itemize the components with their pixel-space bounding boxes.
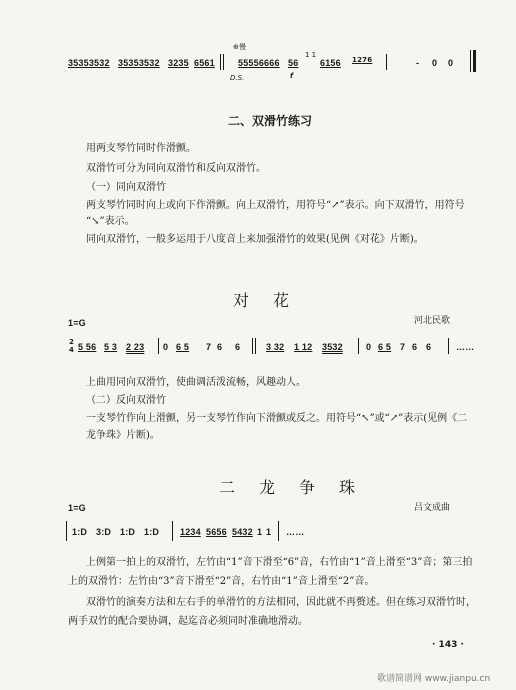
score-group: 5432 (232, 527, 253, 537)
barline (255, 338, 256, 354)
score-group: 1276 (352, 56, 373, 64)
item-label: （二）反向双滑竹 (86, 395, 166, 406)
down-slide-symbol: ↘ (91, 216, 100, 227)
score-group: 1 12 (294, 342, 313, 352)
barline (223, 54, 224, 70)
tempo-mark: ⊕慢 (233, 43, 246, 51)
ds-mark: D.S. (230, 74, 245, 82)
page-number: · 143 · (432, 640, 464, 650)
barline (358, 338, 359, 354)
watermark-url: www.jianpu.cn (424, 674, 491, 684)
piece-title: 二龙争珠 (219, 478, 380, 497)
paragraph: 上例第一拍上的双滑竹，左竹由“1”音下滑至“6”音，右竹由“1”音上滑至“3”音；第三拍 (86, 557, 473, 568)
piece-title: 对花 (233, 291, 314, 310)
score-note: 1:D (120, 527, 136, 537)
score-group: 55556666 (238, 58, 280, 68)
barline (278, 521, 279, 541)
key-signature: 1=G (68, 318, 86, 328)
score-group: 56 (288, 58, 299, 68)
paragraph: 双滑竹的演奏方法和左右手的单滑竹的方法相同，因此就不再赘述。但在练习双滑竹时， (86, 597, 476, 608)
score-group: 35353532 (118, 58, 160, 68)
score-group: 2 23 (126, 342, 145, 352)
time-sig-top: 2 (69, 338, 74, 346)
score-note: 0 (163, 342, 169, 352)
counter-slide-symbol: ↖ (361, 413, 370, 424)
score-note: 6 (235, 342, 241, 352)
barline (470, 50, 471, 72)
watermark-cn: 歌谱简谱网 (377, 674, 423, 684)
score-note: 1 (266, 527, 272, 537)
origin-label: 吕文成曲 (414, 503, 451, 513)
score-note: 3:D (96, 527, 112, 537)
barline (386, 54, 387, 70)
score-note: 7 (206, 342, 212, 352)
score-group: 3 32 (266, 342, 285, 352)
continuation-dots: …… (456, 342, 475, 352)
paragraph: 两支琴竹同时向上或向下作滑颤。向上双滑竹，用符号“↗”表示。向下双滑竹，用符号 (86, 200, 465, 211)
barline (158, 338, 159, 354)
origin-label: 河北民歌 (414, 316, 451, 326)
score-rest: - (416, 58, 420, 68)
paragraph: 同向双滑竹，一般多运用于八度音上来加强滑竹的效果(见例《对花》片断)。 (86, 234, 424, 245)
score-group: 6156 (320, 58, 341, 68)
score-group: 35353532 (68, 58, 110, 68)
item-label: （一）同向双滑竹 (86, 182, 166, 193)
score-note: 0 (366, 342, 372, 352)
paragraph: 两手双竹的配合要协调，起迄音必须同时准确地滑动。 (68, 616, 308, 627)
barline (66, 521, 67, 541)
score-group: 3235 (168, 58, 189, 68)
paragraph: 上曲用同向双滑竹，使曲调活泼流畅，风趣动人。 (86, 377, 306, 388)
barline (448, 338, 449, 354)
paragraph: 龙争珠》片断)。 (86, 430, 160, 441)
watermark (377, 671, 490, 684)
counter-slide-symbol: ↗ (389, 413, 399, 424)
barline (252, 338, 253, 354)
paragraph: 用两支琴竹同时作滑颤。 (86, 143, 196, 154)
score-group: 6 5 (176, 342, 190, 352)
score-group: 5 56 (78, 342, 97, 352)
score-note: 6 (426, 342, 432, 352)
score-note: 6 (217, 342, 223, 352)
score-note: 1:D (72, 527, 88, 537)
paragraph: 上的双滑竹：左竹由“3”音下滑至“2”音，右竹由“1”音上滑至“2”音。 (68, 576, 375, 587)
score-group: 6 5 (378, 342, 392, 352)
paragraph: 双滑竹可分为同向双滑竹和反向双滑竹。 (86, 163, 266, 174)
continuation-dots: …… (286, 527, 305, 537)
barline (220, 54, 221, 70)
barline (172, 521, 173, 541)
final-barline (473, 50, 476, 72)
time-sig-bottom: 4 (69, 346, 74, 354)
key-signature: 1=G (68, 503, 86, 513)
score-group: 3532 (322, 342, 343, 352)
paragraph: “↘”表示。 (86, 216, 135, 227)
score-rest: 0 (432, 58, 438, 68)
score-note: 1 (257, 527, 263, 537)
score-note: 7 (400, 342, 406, 352)
score-rest: 0 (448, 58, 454, 68)
up-slide-symbol: ↗ (331, 200, 340, 211)
score-group: 5 3 (104, 342, 118, 352)
score-group: 6561 (194, 58, 215, 68)
score-group: 1234 (180, 527, 201, 537)
score-group: 5656 (206, 527, 227, 537)
paragraph: 一支琴竹作向上滑颤，另一支琴竹作向下滑颤或反之。用符号“↖”或“↗”表示(见例《二 (86, 413, 468, 424)
dynamic-mark: f (290, 72, 294, 80)
section-heading: 二、双滑竹练习 (228, 114, 313, 128)
score-note: 6 (412, 342, 418, 352)
score-note: 1:D (144, 527, 160, 537)
fraction-mark: 1 1 (305, 51, 317, 59)
